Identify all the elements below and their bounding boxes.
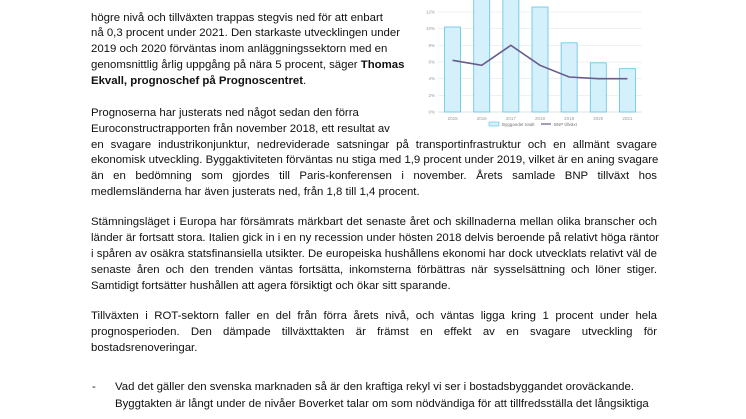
- text-line: [91, 58, 404, 73]
- bar: [532, 7, 548, 112]
- text-span: genomsnittlig årlig uppgång på nära 5 procent, säger: [91, 59, 358, 71]
- text-line: en svagare industrikonjunktur, nedreviderade satsningar på transportinfrastruktur och en allmänt svagare: [91, 139, 657, 151]
- text-line: medlemsländerna har även justerats ned, från 1,8 till 1,4 procent.: [91, 186, 420, 198]
- x-tick-label: 2018: [534, 116, 546, 121]
- x-tick-label: 2015: [447, 116, 458, 121]
- legend-bar-swatch: [489, 122, 499, 126]
- text-line: högre nivå och tillväxten trappas stegvis ned för att enbart: [91, 12, 383, 24]
- text-span: .: [303, 75, 307, 87]
- text-line: Tillväxten i ROT-sektorn faller en del från förra årets nivå, och väntas ligga kring 1 procent under hela: [91, 310, 657, 322]
- speaker-name: Thomas: [360, 59, 405, 71]
- chart-legend: [489, 122, 578, 127]
- x-tick-label: 2021: [622, 116, 633, 121]
- y-tick-label: 8%: [428, 42, 435, 48]
- y-tick-label: 10%: [425, 26, 435, 32]
- text-line: 2019 och 2020 förväntas inom anläggningssektorn med en: [91, 43, 388, 55]
- speaker-title: Ekvall, prognoschef på Prognoscentret: [91, 75, 304, 87]
- text-line: i spåren av osäkra statsfinansiella utsikter. De europeiska hushållens ekonomi har dock utvecklats relativt väl de: [91, 248, 657, 260]
- bar: [474, 0, 490, 112]
- text-line: Euroconstructrapporten från november 2018, ett resultat av: [91, 123, 390, 135]
- bar: [619, 69, 635, 112]
- x-tick-label: 2016: [476, 116, 487, 121]
- y-tick-label: 4%: [428, 76, 435, 82]
- bullet-text-line: Byggtakten är långt under de nivåer Boverket talar om som nödvändiga för att tillfredsställa det långsiktiga: [115, 398, 649, 410]
- text-line: än en bedömning som gjordes till Paris-konferensen i november. Årets samlade BNP tillväxt hos: [91, 170, 657, 182]
- y-tick-label: 12%: [425, 9, 435, 15]
- bar: [503, 0, 519, 112]
- text-line: Samtidigt fortsätter hushållen att agera försiktigt och ökar sitt sparande.: [91, 280, 451, 292]
- text-line: prognosperioden. Den dämpade tillväxttakten är främst en effekt av en svagare utveckling för: [91, 326, 657, 338]
- y-tick-label: 0%: [428, 109, 435, 115]
- x-tick-label: 2020: [593, 116, 604, 121]
- legend-line-label: BNP tillväxt: [554, 122, 577, 127]
- text-line: länder är fortsatt stora. Italien gick in i en ny recession under hösten 2018 delvis beroende på relativt höga räntor: [91, 232, 659, 244]
- bullet-marker: -: [92, 381, 96, 393]
- bar: [590, 63, 606, 112]
- bar: [445, 27, 461, 112]
- text-line: nå 0,3 procent under 2021. Den starkaste utvecklingen under: [91, 27, 401, 39]
- x-tick-label: 2017: [505, 116, 516, 121]
- construction-chart: [420, 0, 650, 140]
- text-line: bostadsrenoveringar.: [91, 342, 198, 354]
- bullet-text-line: Vad det gäller den svenska marknaden så är den kraftiga rekyl vi ser i bostadsbyggandet oroväckande.: [115, 381, 634, 393]
- text-line: Prognoserna har justerats ned något sedan den förra: [91, 107, 359, 119]
- y-tick-label: 2%: [428, 92, 435, 98]
- x-tick-label: 2019: [564, 116, 575, 121]
- text-line: Stämningsläget i Europa har försämrats märkbart det senaste året och skillnaderna mellan olika branscher och: [91, 216, 657, 228]
- y-tick-label: 6%: [428, 59, 435, 65]
- legend-bar-label: Byggandet totalt: [502, 122, 535, 127]
- text-line: ekonomisk utveckling. Byggaktiviteten förväntas nu stiga med 1,9 procent under 2019, vilket är en aning svagare: [91, 154, 659, 166]
- text-line: senaste åren och den trenden väntas fortsätta, inkomsterna förbättras när sysselsättning och löner stiger.: [91, 264, 657, 276]
- text-line: [91, 74, 306, 89]
